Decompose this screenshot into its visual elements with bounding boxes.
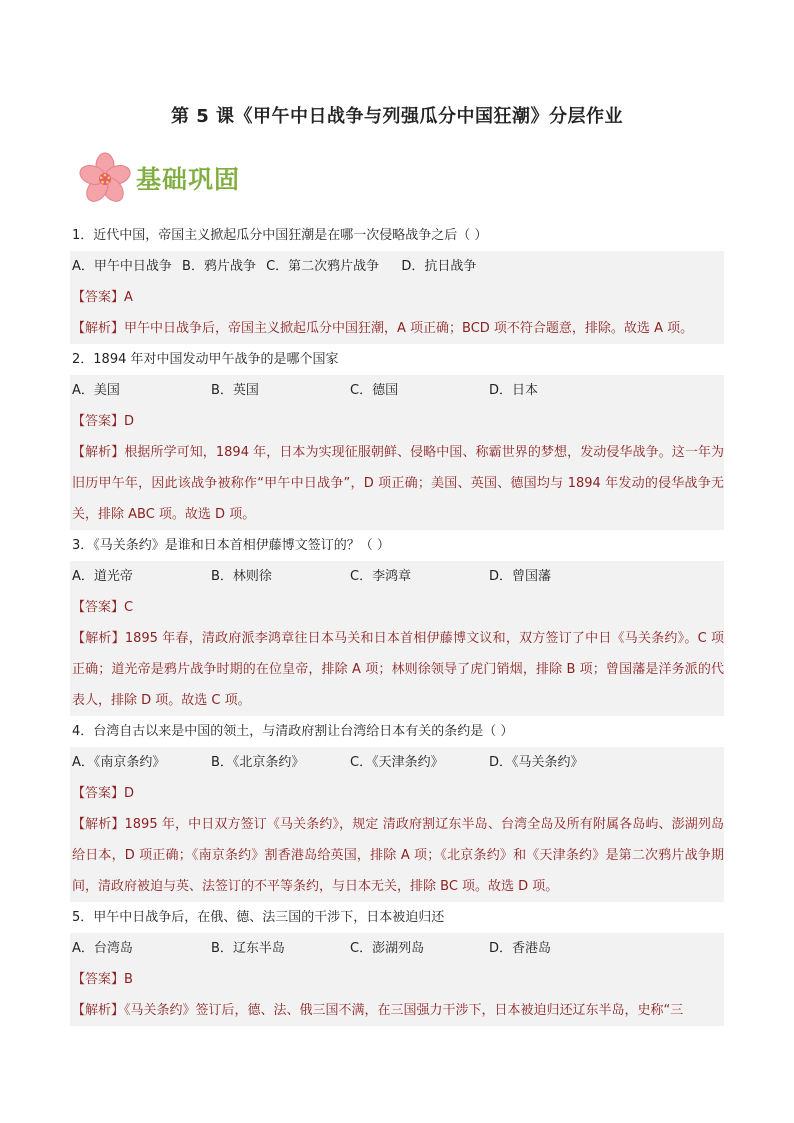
answer-block bbox=[70, 282, 724, 344]
answer: 【答案】D bbox=[72, 414, 135, 429]
answer: 【答案】D bbox=[72, 786, 135, 801]
option-b: B．英国 bbox=[211, 383, 259, 398]
options-row bbox=[70, 561, 724, 592]
question-stem: 5．甲午中日战争后，在俄、德、法三国的干涉下，日本被迫归还 bbox=[72, 910, 445, 925]
option-b: B．林则徐 bbox=[211, 569, 272, 584]
option-b: B．辽东半岛 bbox=[211, 941, 285, 956]
option-c: C．德国 bbox=[350, 383, 399, 398]
option-d: D．《马关条约》 bbox=[489, 755, 584, 770]
question-stem: 3．《马关条约》是谁和日本首相伊藤博文签订的？（ ） bbox=[72, 538, 390, 553]
option-d: D．香港岛 bbox=[489, 941, 552, 956]
answer: 【答案】C bbox=[72, 600, 134, 615]
options-row bbox=[70, 251, 724, 282]
option-d: D．曾国藩 bbox=[489, 569, 552, 584]
question-stem: 2．1894 年对中国发动甲午战争的是哪个国家 bbox=[72, 352, 339, 367]
question-list bbox=[70, 220, 724, 1026]
section-title: 基础巩固 bbox=[136, 165, 241, 194]
option-d: D．抗日战争 bbox=[401, 259, 477, 274]
option-a: A．道光帝 bbox=[72, 569, 133, 584]
analysis: 【解析】甲午中日战争后，帝国主义掀起瓜分中国狂潮，A 项正确；BCD 项不符合题意，排除。故选 A 项。 bbox=[72, 321, 694, 336]
analysis: 【解析】1895 年，中日双方签订《马关条约》，规定 清政府割辽东半岛、台湾全岛及所有附属各岛屿、澎湖列岛给日本，D 项正确；《南京条约》割香港岛给英国，排除 A 项；《北京条约》和《天津条约》是第二次鸦片战争期间，清政府被迫与英、法签订的不平等条约，与日本无关，排除 BC 项。故选 D 项。 bbox=[72, 817, 724, 894]
answer-block bbox=[70, 778, 724, 902]
answer: 【答案】A bbox=[72, 290, 133, 305]
option-c: C．《天津条约》 bbox=[350, 755, 444, 770]
option-b: B．鸦片战争 bbox=[182, 259, 256, 274]
option-b: B．《北京条约》 bbox=[211, 755, 305, 770]
option-a: A．《南京条约》 bbox=[72, 755, 166, 770]
option-c: C．李鸿章 bbox=[350, 569, 412, 584]
option-a: A．美国 bbox=[72, 383, 120, 398]
option-a: A．甲午中日战争 bbox=[72, 259, 172, 274]
answer: 【答案】B bbox=[72, 972, 133, 987]
flower-icon bbox=[76, 150, 134, 206]
option-c: C．澎湖列岛 bbox=[350, 941, 425, 956]
option-d: D．日本 bbox=[489, 383, 539, 398]
options-row bbox=[70, 747, 724, 778]
analysis: 【解析】根据所学可知，1894 年，日本为实现征服朝鲜、侵略中国、称霸世界的梦想，发动侵华战争。这一年为旧历甲午年，因此该战争被称作“甲午中日战争”，D 项正确；美国、英国、德国均与 1894 年发动的侵华战争无关，排除 ABC 项。故选 D 项。 bbox=[72, 445, 724, 522]
answer-block bbox=[70, 592, 724, 716]
analysis: 【解析】1895 年春，清政府派李鸿章往日本马关和日本首相伊藤博文议和，双方签订了中日《马关条约》。C 项正确；道光帝是鸦片战争时期的在位皇帝，排除 A 项；林则徐领导了虎门销烟，排除 B 项；曾国藩是洋务派的代表人，排除 D 项。故选 C 项。 bbox=[72, 631, 724, 708]
question-stem: 1．近代中国，帝国主义掀起瓜分中国狂潮是在哪一次侵略战争之后（ ） bbox=[72, 228, 488, 243]
analysis: 【解析】《马关条约》签订后，德、法、俄三国不满，在三国强力干涉下，日本被迫归还辽东半岛，史称“三 bbox=[72, 1003, 684, 1018]
option-a: A．台湾岛 bbox=[72, 941, 133, 956]
answer-block bbox=[70, 964, 724, 1026]
page-title: 第 5 课《甲午中日战争与列强瓜分中国狂潮》分层作业 bbox=[170, 106, 624, 127]
answer-block bbox=[70, 406, 724, 530]
option-c: C．第二次鸦片战争 bbox=[266, 259, 380, 274]
options-row bbox=[70, 375, 724, 406]
options-row bbox=[70, 933, 724, 964]
question-stem: 4．台湾自古以来是中国的领土，与清政府割让台湾给日本有关的条约是（ ） bbox=[72, 724, 514, 739]
section-header bbox=[76, 150, 240, 206]
